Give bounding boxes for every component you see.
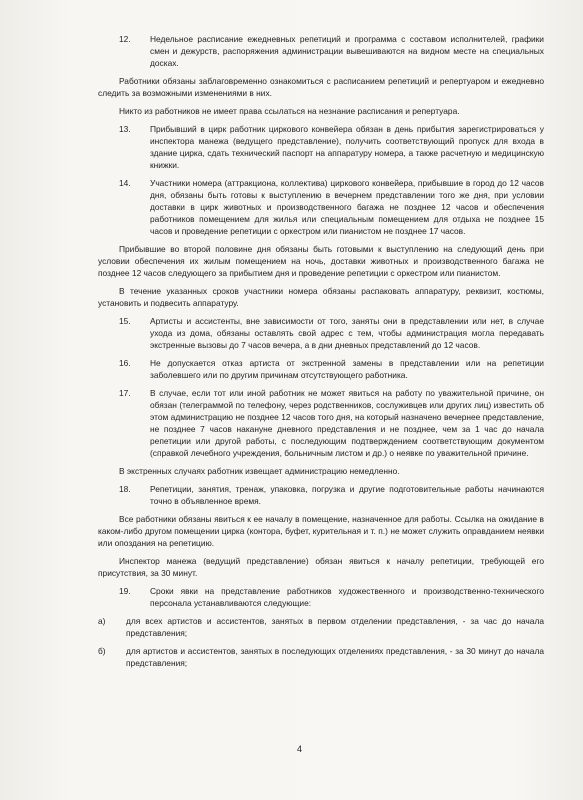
paragraph-number: 14. [119, 178, 131, 188]
paragraph-number: 18. [119, 484, 131, 494]
paragraph-text: В случае, если тот или иной работник не может явиться на работу по уважительной причине, он обязан (телеграммой по телефону, через родственников, сослуживцев или других лиц) известить об этом администрацию не позднее 12 часов того дня, на который назначено вечернее представление, не позднее 7 часов накануне дневного представления и не позднее, чем за 1 час до начала репетиции или другой работы, с последующим подтверждением соответствующим документом (справкой лечебного учреждения, больничным листом и др.) о неявке по уважительной причине. [150, 388, 544, 458]
paragraph-text: Артисты и ассистенты, вне зависимости от того, заняты они в представлении или нет, в случае ухода из дома, обязаны оставлять свой адрес с тем, чтобы администрация могла передавать экстренные вызовы до 7 часов вечера, а в дни дневных представлений до 12 часов. [150, 316, 544, 350]
paragraph-17 [98, 387, 544, 459]
paragraph-text: Не допускается отказ артиста от экстренной замены в представлении или на репетиции заболевшего или по другим причинам отсутствующего работника. [150, 358, 544, 380]
paragraph-number: 16. [119, 358, 131, 368]
paragraph-text: В течение указанных сроков участники номера обязаны распаковать аппаратуру, реквизит, костюмы, установить и подвесить аппаратуру. [98, 286, 544, 308]
paragraph-text: Прибывший в цирк работник циркового конвейера обязан в день прибытия зарегистрироваться у инспектора манежа (ведущего представление), получить соответствующий пропуск для входа в здание цирка, сдать технический паспорт на аппаратуру номера, а также расчетную и медицинскую книжки. [150, 124, 544, 170]
subitem-label: б) [98, 646, 106, 656]
paragraph-text: Участники номера (аттракциона, коллектива) циркового конвейера, прибывшие в город до 12 часов дня, обязаны быть готовы к выступлению в вечернем представлении того же дня, при условии доставки в цирк животных и производственного багажа не позднее 12 часов и обеспечения работников помещением для жилья или специальным помещением для отдыха не позднее 15 часов и проведение репетиции с оркестром или пианистом не позднее 17 часов. [150, 178, 544, 236]
document-body [98, 33, 544, 675]
paragraph-15 [98, 315, 544, 351]
paragraph-text: Недельное расписание ежедневных репетиций и программа с составом исполнителей, графики смен и дежурств, распоряжения администрации вывешиваются на видном месте на специальных досках. [150, 34, 544, 68]
subitem-text: для всех артистов и ассистентов, занятых в первом отделении представления, - за час до начала представления; [126, 616, 544, 638]
paragraph-text: Все работники обязаны явиться к ее началу в помещение, назначенное для работы. Ссылка на ожидание в каком-либо другом помещении цирка (контора, буфет, курительная и т. п.) не может служить оправданием неявки или опоздания на репетицию. [98, 514, 544, 548]
paragraph-text: Прибывшие во второй половине дня обязаны быть готовыми к выступлению на следующий день при условии обеспечения их жилым помещением на ночь, доставки животных и производственного багажа не позднее 12 часов следующего за прибытием дня и проведение репетиции с оркестром или пианистом. [98, 244, 544, 278]
paragraph-13 [98, 123, 544, 171]
subitem-text: для артистов и ассистентов, занятых в последующих отделениях представления, - за 30 минут до начала представления; [126, 646, 544, 668]
paragraph-number: 13. [119, 124, 131, 134]
paragraph-number: 12. [119, 34, 131, 44]
paragraph-16 [98, 357, 544, 381]
subitem-b [98, 645, 544, 669]
paragraph-12 [98, 33, 544, 69]
paragraph-text: Сроки явки на представление работников художественного и производственно-технического персонала устанавливаются следующие: [150, 586, 544, 608]
paragraph-text: Инспектор манежа (ведущий представление) обязан явиться к началу репетиции, требующей его присутствия, за 30 минут. [98, 556, 544, 578]
paragraph-18 [98, 483, 544, 507]
paragraph-text: Никто из работников не имеет права ссылаться на незнание расписания и репертуара. [119, 106, 460, 116]
paragraph-text: В экстренных случаях работник извещает администрацию немедленно. [119, 466, 400, 476]
paragraph-number: 15. [119, 316, 131, 326]
paragraph-number: 17. [119, 388, 131, 398]
subitem-label: а) [98, 616, 106, 626]
paragraph-number: 19. [119, 586, 131, 596]
page-number: 4 [297, 744, 303, 754]
subitem-a [98, 615, 544, 639]
paragraph-19 [98, 585, 544, 609]
paragraph-14 [98, 177, 544, 237]
paragraph-text: Репетиции, занятия, тренаж, упаковка, погрузка и другие подготовительные работы начинаются точно в объявленное время. [150, 484, 544, 506]
paragraph-text: Работники обязаны заблаговременно ознакомиться с расписанием репетиций и репертуаром и ежедневно следить за возможными изменениями в них. [98, 76, 544, 98]
